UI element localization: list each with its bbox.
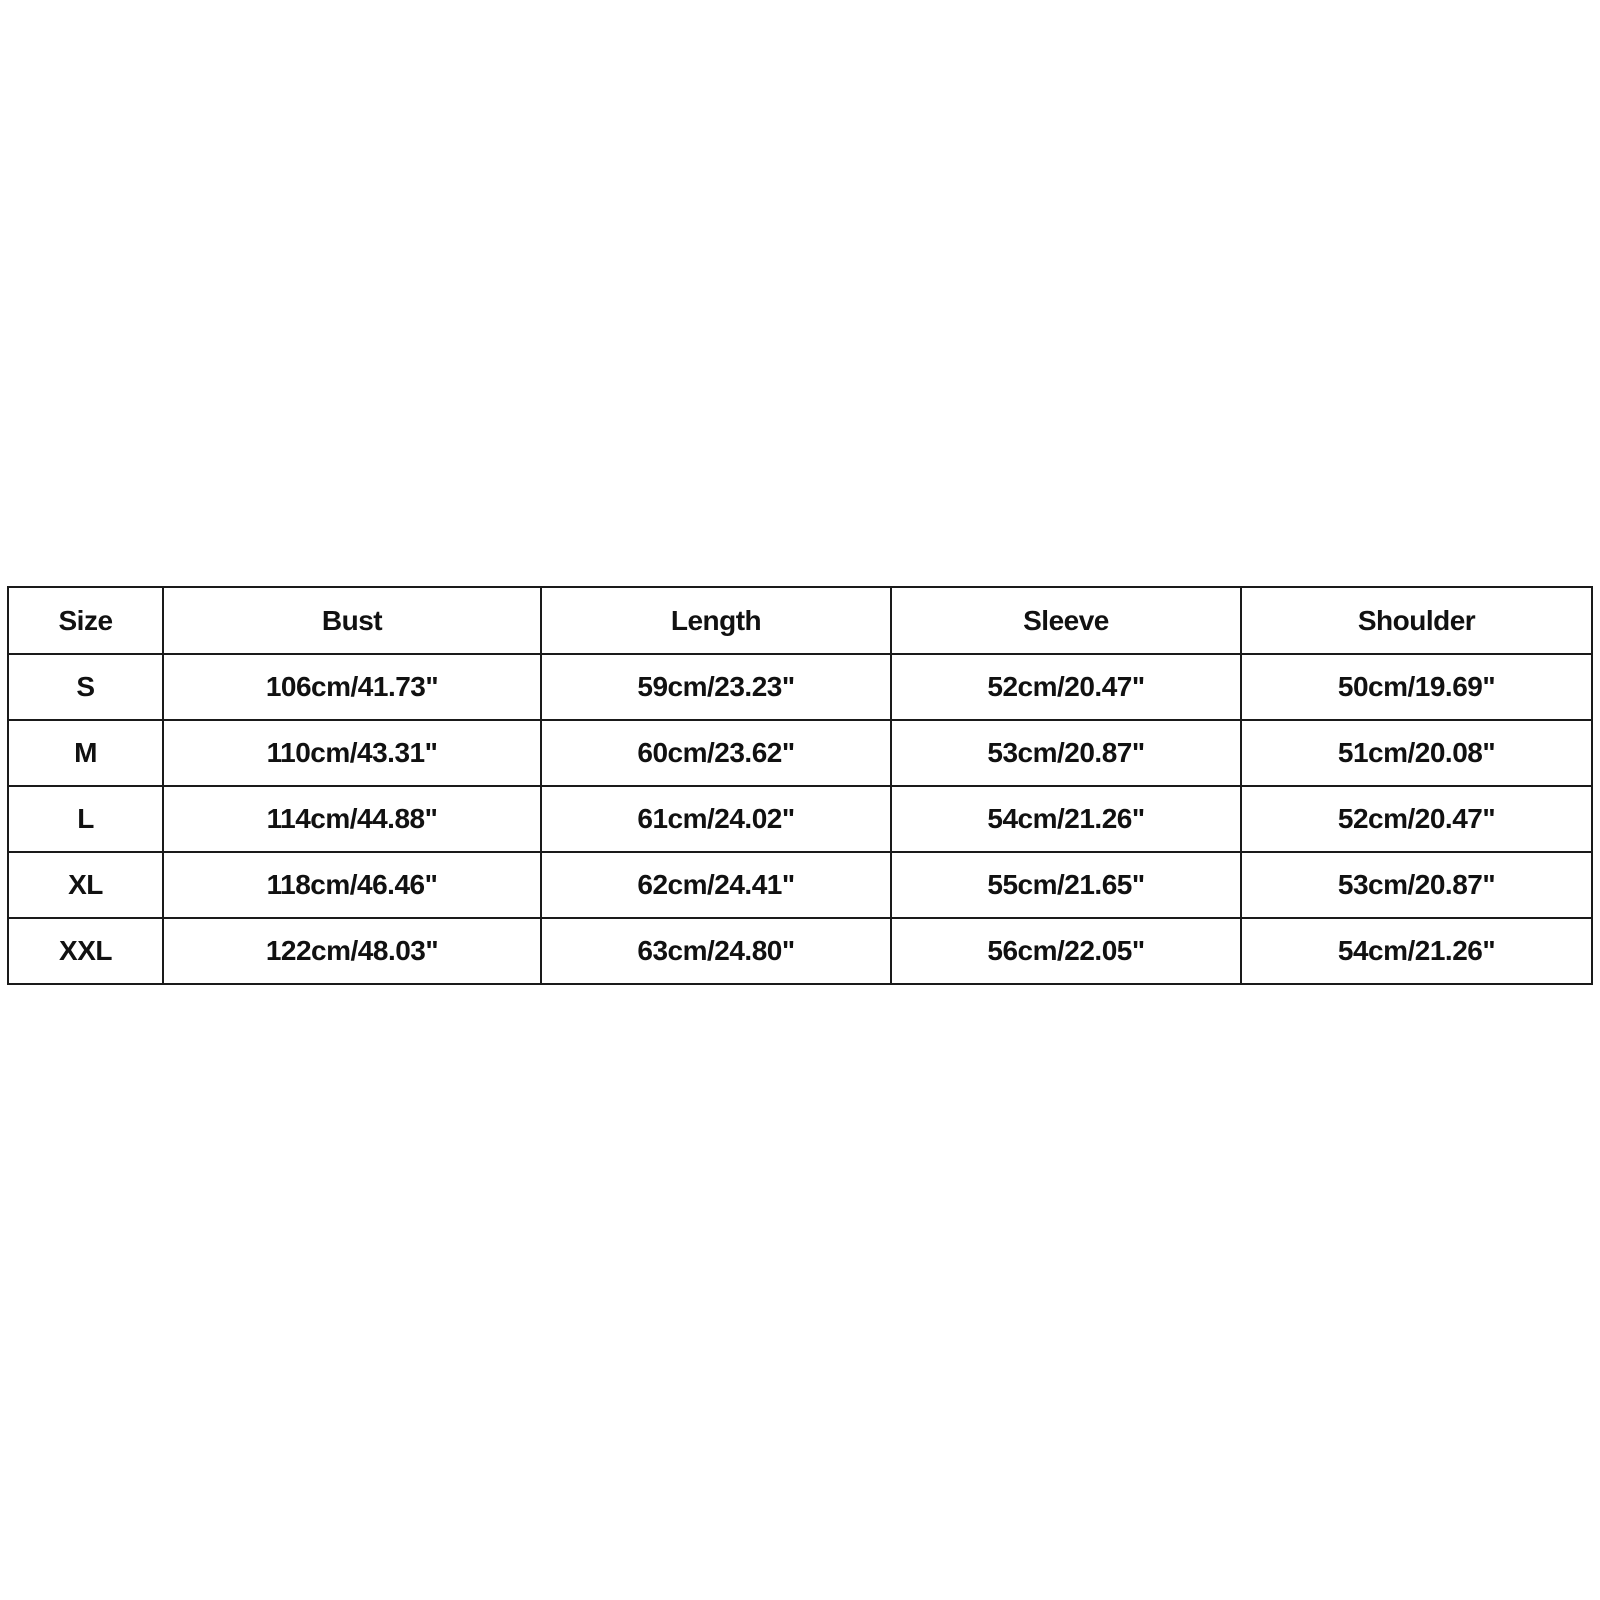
cell-length: 59cm/23.23": [541, 654, 891, 720]
cell-size: M: [8, 720, 163, 786]
cell-sleeve: 56cm/22.05": [891, 918, 1241, 984]
size-chart-table: [7, 586, 1593, 985]
cell-size: L: [8, 786, 163, 852]
table-row: [8, 720, 1592, 786]
cell-bust: 106cm/41.73": [163, 654, 541, 720]
cell-length: 63cm/24.80": [541, 918, 891, 984]
header-size: Size: [8, 587, 163, 654]
header-bust: Bust: [163, 587, 541, 654]
table-row: [8, 918, 1592, 984]
cell-bust: 114cm/44.88": [163, 786, 541, 852]
cell-bust: 122cm/48.03": [163, 918, 541, 984]
cell-bust: 110cm/43.31": [163, 720, 541, 786]
cell-length: 62cm/24.41": [541, 852, 891, 918]
cell-shoulder: 53cm/20.87": [1241, 852, 1592, 918]
cell-size: XXL: [8, 918, 163, 984]
cell-size: S: [8, 654, 163, 720]
header-row: [8, 587, 1592, 654]
cell-size: XL: [8, 852, 163, 918]
table-row: [8, 786, 1592, 852]
cell-shoulder: 51cm/20.08": [1241, 720, 1592, 786]
table-row: [8, 654, 1592, 720]
cell-shoulder: 54cm/21.26": [1241, 918, 1592, 984]
header-length: Length: [541, 587, 891, 654]
cell-bust: 118cm/46.46": [163, 852, 541, 918]
header-shoulder: Shoulder: [1241, 587, 1592, 654]
cell-sleeve: 55cm/21.65": [891, 852, 1241, 918]
cell-length: 60cm/23.62": [541, 720, 891, 786]
table-row: [8, 852, 1592, 918]
cell-sleeve: 53cm/20.87": [891, 720, 1241, 786]
cell-length: 61cm/24.02": [541, 786, 891, 852]
cell-sleeve: 54cm/21.26": [891, 786, 1241, 852]
header-sleeve: Sleeve: [891, 587, 1241, 654]
cell-shoulder: 50cm/19.69": [1241, 654, 1592, 720]
cell-sleeve: 52cm/20.47": [891, 654, 1241, 720]
cell-shoulder: 52cm/20.47": [1241, 786, 1592, 852]
